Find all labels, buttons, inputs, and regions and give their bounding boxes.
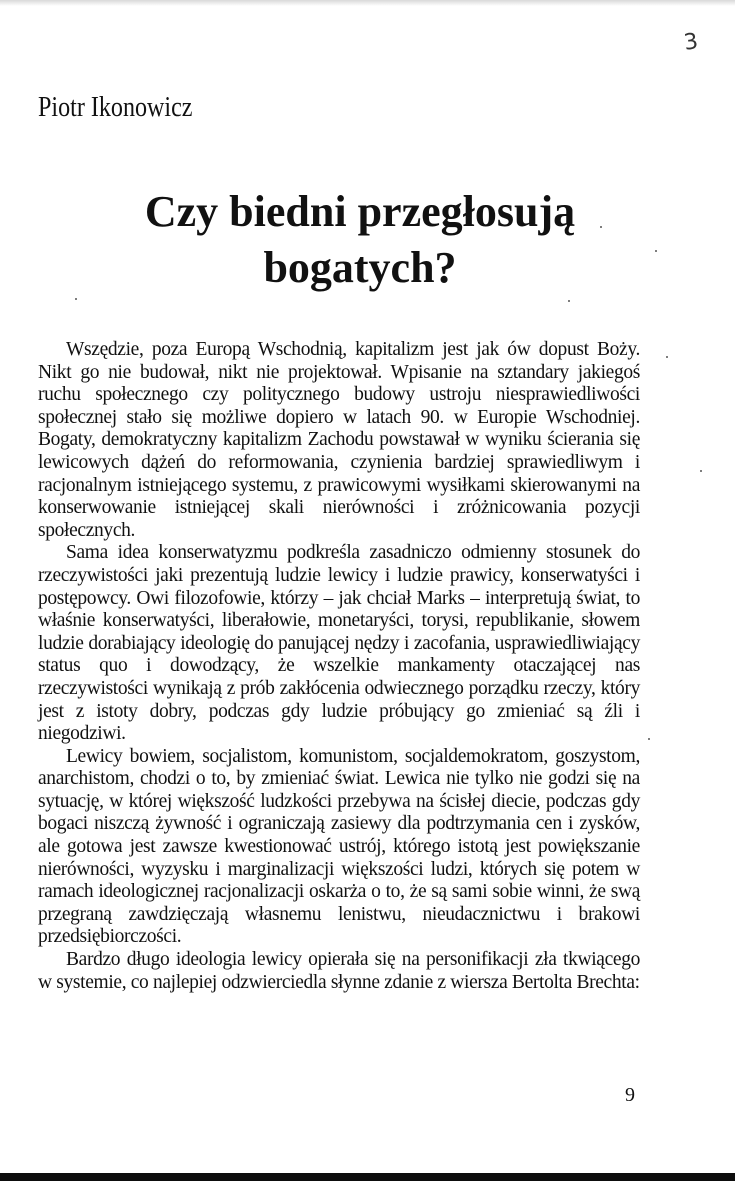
paragraph-3: Lewicy bowiem, socjalistom, komunistom, socjaldemokratom, goszystom, anarchistom, chodzi o to, by zmieniać świat. Lewica nie tylko nie godzi się na sytuację, w której większość ludzkości przebywa na ścisłej diecie, podczas gdy bogaci niszczą żywność i ograniczają zasiewy dla podtrzymania cen i zysków, ale gotowa jest zawsze kwestionować ustrój, którego istotą jest powiększanie nierówności, wyzysku i marginalizacji większości ludzi, których się potem w ramach ideologicznej racjonalizacji oskarża o to, że są sami sobie winni, że swą przegraną zawdzięczają własnemu lenistwu, nieudacznictwu i brakowi przedsiębiorczości. [38,745,640,948]
paragraph-4: Bardzo długo ideologia lewicy opierała się na personifikacji zła tkwiącego w systemie, co najlepiej odzwierciedla słynne zdanie z wiersza Bertolta Brechta: [38,949,640,993]
scan-speck [568,300,570,302]
body-text [38,339,640,994]
scan-speck [700,470,702,472]
scan-speck [648,738,650,740]
scan-top-edge [0,0,735,6]
scan-speck [655,250,657,252]
scan-bottom-edge [0,1173,735,1181]
handwritten-page-mark: 3 [682,29,700,56]
scan-speck [600,226,602,228]
chapter-title [60,184,660,296]
page-number: 9 [625,1084,635,1106]
chapter-title-line-1: Czy biedni przegłosują [144,187,576,236]
paragraph-2: Sama idea konserwatyzmu podkreśla zasadniczo odmienny stosunek do rzeczywistości jaki prezentują ludzie lewicy i ludzie prawicy, konserwatyści i postępowcy. Owi filozofowie, którzy – jak chciał Marks – interpretują świat, to właśnie konserwatyści, liberałowie, monetaryści, torysi, republikanie, słowem ludzie dorabiający ideologię do panującej nędzy i zacofania, usprawiedliwiający status quo i dowodzący, że wszelkie mankamenty otaczającej nas rzeczywistości wynikają z prób zakłócenia odwiecznego porządku rzeczy, który jest z istoty dobry, podczas gdy ludzie próbujący go zmieniać są źli i niegodziwi. [38,542,640,745]
paragraph-1: Wszędzie, poza Europą Wschodnią, kapitalizm jest jak ów dopust Boży. Nikt go nie budował, nikt nie projektował. Wpisanie na sztandary jakiegoś ruchu społecznego czy politycznego budowy ustroju niesprawiedliwości społecznej stało się możliwe dopiero w latach 90. w Europie Wschodniej. Bogaty, demokratyczny kapitalizm Zachodu powstawał w wyniku ścierania się lewicowych dążeń do reformowania, czynienia bardziej sprawiedliwym i racjonalnym istniejącego systemu, z prawicowymi wysiłkami skierowanymi na konserwowanie istniejącej skali nierówności i zróżnicowania pozycji społecznych. [38,339,640,541]
chapter-title-line-2: bogatych? [263,243,457,292]
author-name: Piotr Ikonowicz [38,92,193,123]
scan-speck [75,298,77,300]
scan-speck [666,356,668,358]
